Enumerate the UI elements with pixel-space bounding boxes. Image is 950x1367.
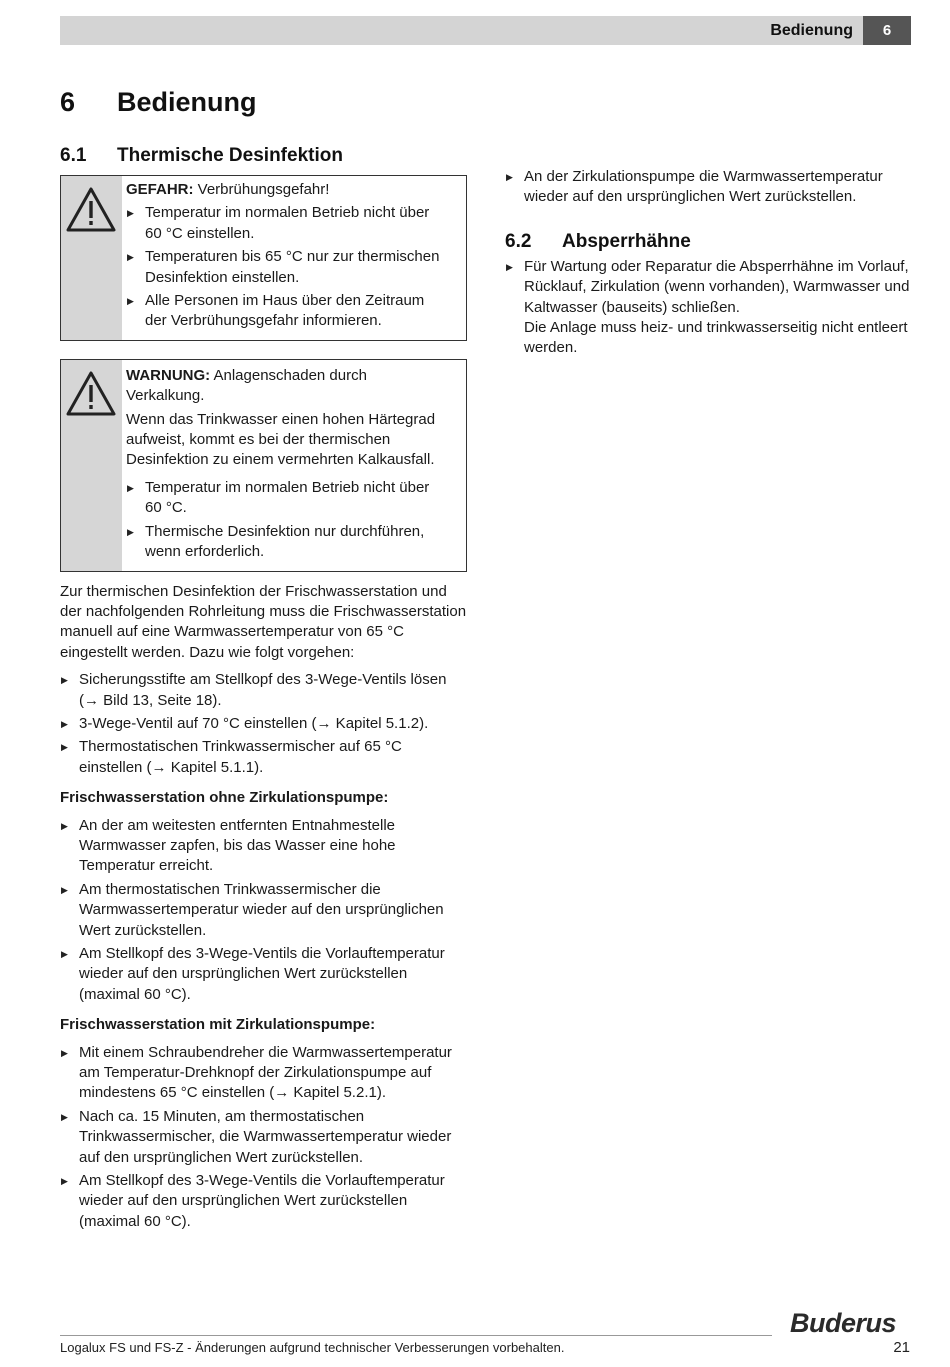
chapter-title: Bedienung xyxy=(117,87,257,117)
warning-triangle-icon xyxy=(65,186,117,234)
section-6-2-list xyxy=(505,257,915,359)
list-item: ▶ Thermische Desinfektion nur durchführen, wenn erforderlich. xyxy=(126,522,444,563)
danger-box-sidebar xyxy=(61,176,122,340)
danger-box xyxy=(60,175,467,341)
list-item: ▶ Alle Personen im Haus über den Zeitraum der Verbrühungsgefahr informieren. xyxy=(126,291,444,332)
buderus-logo: Buderus xyxy=(790,1308,897,1338)
danger-signal-line xyxy=(126,180,444,200)
section-6-1-heading xyxy=(60,143,467,169)
list-item: ▶ Sicherungsstifte am Stellkopf des 3-Wege-Ventils lösen (→ Bild 13, Seite 18). xyxy=(60,670,467,711)
list-item: ▶ Temperaturen bis 65 °C nur zur thermischen Desinfektion einstellen. xyxy=(126,247,444,288)
header-section-title: Bedienung xyxy=(770,22,853,39)
left-column xyxy=(60,143,467,1232)
page-number: 21 xyxy=(893,1339,910,1356)
warning-box-body xyxy=(122,360,466,571)
list-item: ▶ Am Stellkopf des 3-Wege-Ventils die Vorlauftemperatur wieder auf den ursprünglichen Wert zurückstellen (maximal 60 °C). xyxy=(60,1171,467,1232)
list-item xyxy=(505,257,915,359)
list-item: ▶ Temperatur im normalen Betrieb nicht über 60 °C. xyxy=(126,478,444,519)
footer-divider xyxy=(60,1335,772,1336)
with-pump-list xyxy=(60,1043,467,1233)
header-bar xyxy=(60,16,863,45)
chapter-heading xyxy=(60,84,257,120)
steps-list xyxy=(60,670,467,778)
list-item: ▶ 3-Wege-Ventil auf 70 °C einstellen (→ Kapitel 5.1.2). xyxy=(60,714,467,734)
section-6-2-heading xyxy=(505,229,915,255)
list-item: ▶ An der Zirkulationspumpe die Warmwassertemperatur wieder auf den ursprünglichen Wert zurückstellen. xyxy=(505,167,915,208)
list-item: ▶ Mit einem Schraubendreher die Warmwassertemperatur am Temperatur-Drehknopf der Zirkulationspumpe auf mindestens 65 °C einstellen (→ Kapitel 5.2.1). xyxy=(60,1043,467,1104)
chapter-number: 6 xyxy=(60,87,76,117)
danger-box-body xyxy=(122,176,466,340)
section-6-2-number: 6.2 xyxy=(505,230,532,252)
warning-list xyxy=(126,478,444,563)
list-item: ▶ Temperatur im normalen Betrieb nicht über 60 °C einstellen. xyxy=(126,203,444,244)
warning-triangle-icon xyxy=(65,370,117,418)
continued-list xyxy=(505,167,915,208)
section-6-1-number: 6.1 xyxy=(60,145,87,166)
warning-signal-text: Anlagenschaden durch Verkalkung. xyxy=(126,366,367,405)
warning-paragraph: Wenn das Trinkwasser einen hohen Härtegrad aufweist, kommt es bei der thermischen Desinfektion zu einem vermehrten Kalkausfall. xyxy=(126,410,436,469)
warning-box xyxy=(60,359,467,572)
danger-list xyxy=(126,203,444,331)
danger-signal-word: GEFAHR: xyxy=(126,181,194,198)
list-item: ▶ An der am weitesten entfernten Entnahmestelle Warmwasser zapfen, bis das Wasser eine hohe Temperatur erreicht. xyxy=(60,816,467,877)
warning-signal-word: WARNUNG: xyxy=(126,366,211,384)
without-pump-heading: Frischwasserstation ohne Zirkulationspumpe: xyxy=(60,789,389,807)
header-chapter-number: 6 xyxy=(863,16,911,45)
intro-paragraph: Zur thermischen Desinfektion der Frischwasserstation und der nachfolgenden Rohrleitung muss die Frischwasserstation manuell auf eine Warmwassertemperatur von 65 °C eingestellt werden. Dazu wie folgt vorgehen: xyxy=(60,582,467,661)
right-column xyxy=(505,167,915,359)
danger-signal-text: Verbrühungsgefahr! xyxy=(193,181,330,198)
section-6-2-item-note: Die Anlage muss heiz- und trinkwasserseitig nicht entleert werden. xyxy=(524,319,908,357)
section-6-1-title: Thermische Desinfektion xyxy=(117,145,343,166)
with-pump-heading: Frischwasserstation mit Zirkulationspumpe: xyxy=(60,1016,376,1034)
list-item: ▶ Thermostatischen Trinkwassermischer auf 65 °C einstellen (→ Kapitel 5.1.1). xyxy=(60,737,467,778)
list-item: ▶ Nach ca. 15 Minuten, am thermostatischen Trinkwassermischer, die Warmwassertemperatur wieder auf den ursprünglichen Wert zurückstellen. xyxy=(60,1107,467,1168)
warning-box-sidebar xyxy=(61,360,122,571)
section-6-2-title: Absperrhähne xyxy=(562,230,691,252)
warning-signal-line xyxy=(126,366,444,407)
list-item: ▶ Am thermostatischen Trinkwassermischer die Warmwassertemperatur wieder auf den ursprünglichen Wert zurückstellen. xyxy=(60,880,467,941)
without-pump-list xyxy=(60,816,467,1006)
section-6-2-item-text: Für Wartung oder Reparatur die Absperrhähne im Vorlauf, Rücklauf, Zirkulation (wenn vorhanden), Warmwasser und Kaltwasser (bauseits) schließen. xyxy=(524,257,910,316)
list-item: ▶ Am Stellkopf des 3-Wege-Ventils die Vorlauftemperatur wieder auf den ursprünglichen Wert zurückstellen (maximal 60 °C). xyxy=(60,944,467,1005)
footer-text: Logalux FS und FS-Z - Änderungen aufgrund technischer Verbesserungen vorbehalten. xyxy=(60,1340,565,1355)
